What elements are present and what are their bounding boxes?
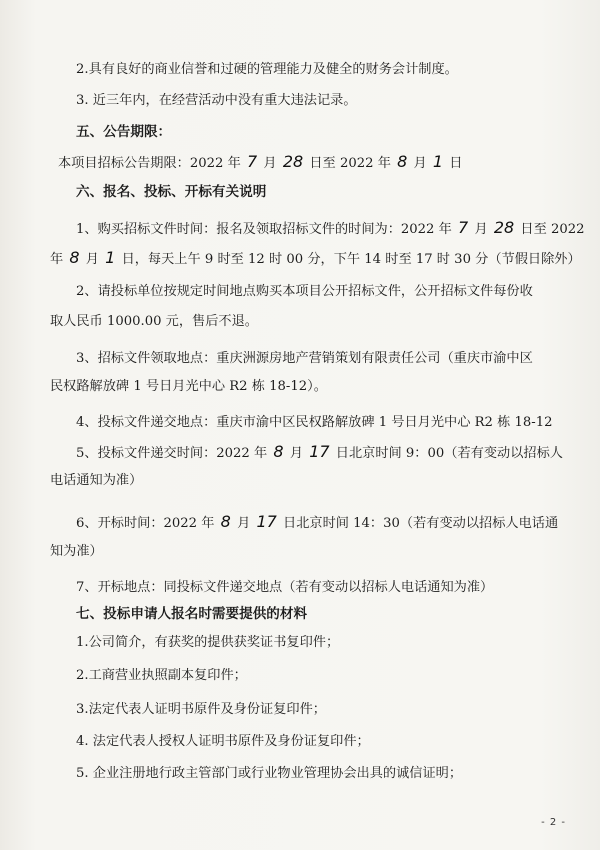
text-span: 4. 法定代表人授权人证明书原件及身份证复印件； xyxy=(76,734,370,749)
text-span: 日北京时间 14：30（若有变动以招标人电话通 xyxy=(283,516,559,531)
text-line xyxy=(76,219,585,239)
text-line xyxy=(50,313,258,331)
text-span: 1、购买招标文件时间：报名及领取招标文件的时间为：2022 年 xyxy=(76,222,452,237)
text-span: 月 xyxy=(289,446,303,461)
text-line xyxy=(76,283,533,301)
text-line xyxy=(76,443,563,463)
text-span: 3. 近三年内，在经营活动中没有重大违法记录。 xyxy=(76,93,357,108)
text-span: 1.公司简介，有获奖的提供获奖证书复印件； xyxy=(76,635,340,650)
handwritten-day: 1 xyxy=(105,248,116,267)
text-span: 月 xyxy=(85,252,99,267)
text-line xyxy=(76,414,553,432)
text-line xyxy=(76,61,458,79)
text-span: 5、投标文件递交时间：2022 年 xyxy=(76,446,268,461)
text-span: 2.具有良好的商业信誉和过硬的管理能力及健全的财务会计制度。 xyxy=(76,62,458,77)
handwritten-month: 8 xyxy=(273,442,284,461)
text-span: 6、开标时间：2022 年 xyxy=(76,516,215,531)
text-span: 5. 企业注册地行政主管部门或行业物业管理协会出具的诚信证明； xyxy=(76,766,463,781)
text-span: 4、投标文件递交地点：重庆市渝中区民权路解放碑 1 号日月光中心 R2 栋 18-12 xyxy=(76,415,553,430)
list-item xyxy=(76,765,462,783)
handwritten-month: 7 xyxy=(458,218,469,237)
text-span: 取人民币 1000.00 元，售后不退。 xyxy=(50,314,258,329)
text-span: 五、公告期限： xyxy=(76,124,172,140)
handwritten-day: 17 xyxy=(256,512,277,531)
handwritten-day: 17 xyxy=(309,442,330,461)
handwritten-day: 1 xyxy=(432,152,444,171)
text-span: 月 xyxy=(413,156,427,171)
list-item xyxy=(76,733,370,751)
page-number: - 2 - xyxy=(541,817,566,828)
text-line xyxy=(50,378,327,396)
text-span: 月 xyxy=(474,222,488,237)
text-span: 民权路解放碑 1 号日月光中心 R2 栋 18-12）。 xyxy=(50,379,327,394)
section-heading xyxy=(76,605,307,623)
text-span: 日 xyxy=(449,156,463,171)
handwritten-day: 28 xyxy=(282,152,304,171)
text-line xyxy=(50,543,103,561)
text-line xyxy=(76,92,357,110)
handwritten-month: 8 xyxy=(69,248,80,267)
text-span: 3.法定代表人证明书原件及身份证复印件； xyxy=(76,702,326,717)
text-span: 2.工商营业执照副本复印件； xyxy=(76,668,247,683)
handwritten-month: 7 xyxy=(247,152,258,171)
text-span: 本项目招标公告期限：2022 年 xyxy=(58,156,241,171)
text-span: 日北京时间 9：00（若有变动以招标人 xyxy=(335,446,563,461)
text-line xyxy=(76,579,493,597)
text-span: 3、招标文件领取地点：重庆洲源房地产营销策划有限责任公司（重庆市渝中区 xyxy=(76,351,533,366)
text-line xyxy=(50,472,142,490)
text-span: 7、开标地点：同投标文件递交地点（若有变动以招标人电话通知为准） xyxy=(76,580,494,595)
list-item xyxy=(76,667,247,685)
text-span: 电话通知为准） xyxy=(50,473,143,488)
text-span: 月 xyxy=(263,156,277,171)
text-line xyxy=(76,350,533,368)
handwritten-month: 8 xyxy=(397,152,408,171)
text-span: 六、报名、投标、开标有关说明 xyxy=(76,184,267,200)
text-line xyxy=(76,513,558,533)
text-line xyxy=(58,153,462,173)
handwritten-month: 8 xyxy=(220,512,231,531)
text-span: 2、请投标单位按规定时间地点购买本项目公开招标文件，公开招标文件每份收 xyxy=(76,284,533,299)
text-span: 七、投标申请人报名时需要提供的材料 xyxy=(76,606,308,622)
section-heading xyxy=(76,183,266,201)
text-span: 年 xyxy=(50,252,64,267)
text-span: 日，每天上午 9 时至 12 时 00 分，下午 14 时至 17 时 30 分（节假日除外） xyxy=(121,252,581,267)
text-span: 日至 2022 xyxy=(520,222,585,237)
text-line xyxy=(50,249,581,269)
text-span: 知为准） xyxy=(50,544,103,559)
list-item xyxy=(76,634,339,652)
section-heading xyxy=(76,123,171,141)
list-item xyxy=(76,701,326,719)
text-span: 月 xyxy=(237,516,251,531)
handwritten-day: 28 xyxy=(493,218,515,237)
text-span: 日至 2022 年 xyxy=(309,156,391,171)
